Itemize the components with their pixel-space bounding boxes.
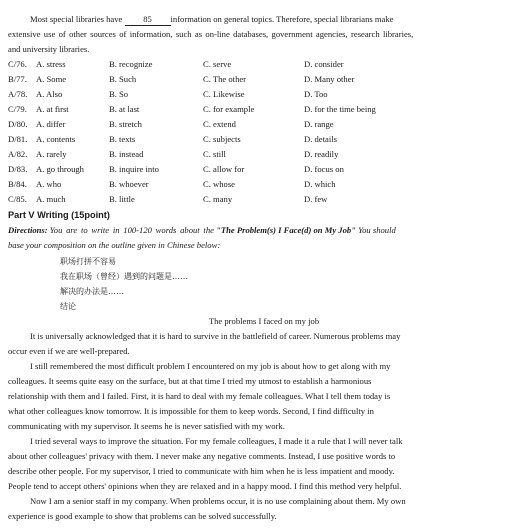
- cloze-text-after-blank: information on general topics. Therefore, special librarians make: [170, 14, 394, 24]
- question-number: D/81.: [8, 134, 28, 144]
- essay-line: describe other people. For my supervisor, I tried to communicate with him when he is less impatient and moody.: [8, 466, 395, 476]
- question-number: C/79.: [8, 104, 27, 114]
- essay-line: I still remembered the most difficult problem I encountered on my job is about how to get along with my: [30, 361, 391, 371]
- option-a: A. stress: [36, 59, 66, 69]
- option-c: C. The other: [203, 74, 247, 84]
- option-c: C. whose: [203, 179, 235, 189]
- question-number: B/84.: [8, 179, 27, 189]
- cloze-intro-line-2: extensive use of other sources of information, such as on-line databases, government agencies, research libraries,: [8, 29, 414, 39]
- option-a: A. Also: [36, 89, 63, 99]
- essay-line: People tend to accept others' opinions when they are relaxed and in a happy mood. I find this method very helpful.: [8, 481, 402, 491]
- essay-line: It is universally acknowledged that it is hard to survive in the battlefield of career. Numerous problems may: [30, 331, 401, 341]
- option-d: D. which: [304, 179, 336, 189]
- option-a: A. much: [36, 194, 66, 204]
- question-number: B/77.: [8, 74, 27, 84]
- option-d: D. for the time being: [304, 104, 376, 114]
- essay-line: occur even if we are well-prepared.: [8, 346, 130, 356]
- essay-line: experience is good example to show that problems can be solved successfully.: [8, 511, 277, 521]
- directions-tail: You should: [358, 225, 396, 235]
- option-b: B. little: [109, 194, 135, 204]
- option-b: B. recognize: [109, 59, 153, 69]
- question-number: C/85.: [8, 194, 27, 204]
- option-c: C. serve: [203, 59, 232, 69]
- option-a: A. rarely: [36, 149, 67, 159]
- option-b: B. Such: [109, 74, 137, 84]
- option-d: D. readily: [304, 149, 339, 159]
- option-c: C. subjects: [203, 134, 241, 144]
- option-d: D. few: [304, 194, 328, 204]
- directions-line-1: [8, 223, 396, 238]
- cloze-text-before-blank: Most special libraries have: [30, 14, 123, 24]
- option-d: D. Many other: [304, 74, 355, 84]
- question-number: A/82.: [8, 149, 28, 159]
- option-d: D. details: [304, 134, 337, 144]
- option-a: A. Some: [36, 74, 67, 84]
- essay-line: about other colleagues' privacy with them. I never make any negative comments. Instead, I use positive words to: [8, 451, 396, 461]
- essay-line: I tried several ways to improve the situation. For my female colleagues, I made it a rule that I will never talk: [30, 436, 403, 446]
- essay-line: colleagues. It seems quite easy on the surface, but at that time I tried my utmost to establish a harmonious: [8, 376, 372, 386]
- option-d: D. range: [304, 119, 334, 129]
- outline-item: 职场打拼不容易: [60, 257, 116, 266]
- directions-text: You are to write in 100-120 words about the: [49, 225, 214, 235]
- question-number: A/78.: [8, 89, 28, 99]
- option-b: B. whoever: [109, 179, 149, 189]
- cloze-intro-line-1: [30, 12, 393, 27]
- option-c: C. many: [203, 194, 233, 204]
- question-number: C/76.: [8, 59, 27, 69]
- option-a: A. at first: [36, 104, 69, 114]
- outline-item: 结论: [60, 302, 76, 311]
- option-b: B. instead: [109, 149, 144, 159]
- part-v-heading: Part V Writing (15point): [8, 210, 110, 220]
- outline-item: 我在职场（曾经）遇到的问题是……: [60, 272, 188, 281]
- option-b: B. stretch: [109, 119, 142, 129]
- option-c: C. Likewise: [203, 89, 245, 99]
- option-c: C. extend: [203, 119, 236, 129]
- outline-item: 解决的办法是……: [60, 287, 124, 296]
- essay-line: communicating with my supervisor. It seems he is never satisfied with my work.: [8, 421, 285, 431]
- essay-topic: "The Problem(s) I Face(d) on My Job": [216, 225, 356, 235]
- option-c: C. for example: [203, 104, 255, 114]
- option-b: B. inquire into: [109, 164, 159, 174]
- essay-line: Now I am a senior staff in my company. When problems occur, it is no use complaining about them. My own: [30, 496, 406, 506]
- option-c: C. allow for: [203, 164, 245, 174]
- option-a: A. go through: [36, 164, 84, 174]
- option-d: D. focus on: [304, 164, 344, 174]
- option-d: D. consider: [304, 59, 344, 69]
- question-number: D/83.: [8, 164, 28, 174]
- option-b: B. texts: [109, 134, 136, 144]
- essay-line: relationship with them and I failed. First, it is hard to deal with my female colleagues. What I tell them today is: [8, 391, 391, 401]
- option-b: B. So: [109, 89, 129, 99]
- question-number: D/80.: [8, 119, 28, 129]
- essay-title: The problems I faced on my job: [208, 316, 320, 326]
- option-b: B. at last: [109, 104, 140, 114]
- option-a: A. differ: [36, 119, 66, 129]
- cloze-intro-line-3: and university libraries.: [8, 44, 90, 54]
- directions-label: Directions:: [8, 225, 48, 235]
- cloze-blank-85: 85: [125, 14, 171, 26]
- option-d: D. Too: [304, 89, 328, 99]
- option-a: A. contents: [36, 134, 76, 144]
- essay-line: what other colleagues know tomorrow. It is impossible for them to keep words. Second, I find difficulty in: [8, 406, 374, 416]
- option-c: C. still: [203, 149, 226, 159]
- option-a: A. who: [36, 179, 62, 189]
- directions-line-2: base your composition on the outline given in Chinese below:: [8, 240, 221, 250]
